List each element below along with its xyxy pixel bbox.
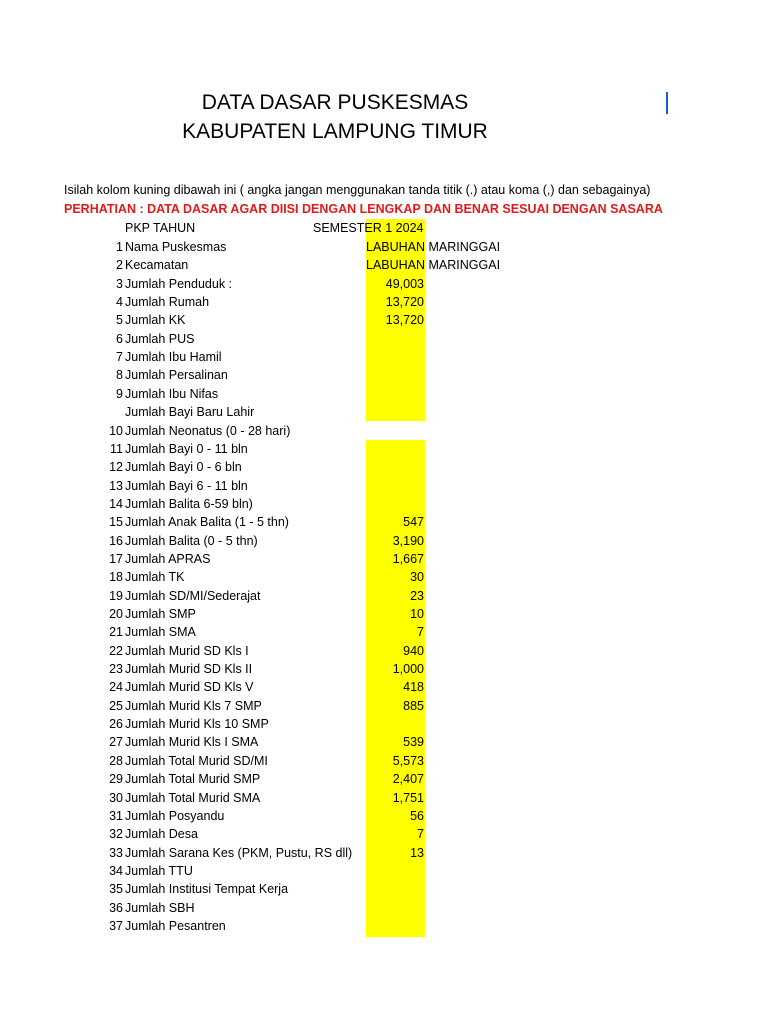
row-number: 8 bbox=[116, 368, 123, 383]
row-number: 28 bbox=[109, 753, 123, 768]
row-number: 10 bbox=[109, 423, 123, 438]
table-row bbox=[0, 568, 768, 586]
table-row bbox=[0, 256, 768, 274]
row-value-cell[interactable]: 13 bbox=[410, 845, 424, 860]
row-label: Jumlah Bayi 0 - 11 bln bbox=[125, 441, 248, 456]
row-value-cell[interactable]: 5,573 bbox=[392, 753, 424, 768]
pkp-year-label: PKP TAHUN bbox=[125, 221, 196, 235]
row-label: Jumlah APRAS bbox=[125, 551, 211, 566]
table-row bbox=[0, 642, 768, 660]
row-label: Jumlah Penduduk : bbox=[125, 276, 233, 291]
table-row bbox=[0, 899, 768, 917]
row-number: 17 bbox=[109, 551, 123, 566]
row-value-cell[interactable]: 3,190 bbox=[392, 533, 424, 548]
table-row bbox=[0, 550, 768, 568]
table-row bbox=[0, 917, 768, 935]
row-label: Jumlah Murid Kls 7 SMP bbox=[125, 698, 262, 713]
row-label: Jumlah PUS bbox=[125, 331, 195, 346]
row-label: Jumlah Posyandu bbox=[125, 808, 225, 823]
row-number: 1 bbox=[116, 240, 123, 254]
row-number: 16 bbox=[109, 533, 123, 548]
row-value-cell[interactable]: 418 bbox=[403, 680, 424, 695]
row-number: 12 bbox=[109, 460, 123, 475]
row-value-cell[interactable]: 1,000 bbox=[392, 662, 424, 677]
table-row bbox=[0, 789, 768, 807]
table-row bbox=[0, 275, 768, 293]
row-value-cell[interactable]: 1,751 bbox=[392, 790, 424, 805]
row-value-cell[interactable]: 1,667 bbox=[392, 551, 424, 566]
row-label: Jumlah KK bbox=[125, 313, 186, 328]
row-value-cell[interactable]: 940 bbox=[403, 643, 424, 658]
table-row bbox=[0, 770, 768, 788]
row-number: 7 bbox=[116, 350, 123, 365]
row-text-value[interactable]: LABUHAN MARINGGAI bbox=[366, 258, 501, 273]
row-label: Jumlah Neonatus (0 - 28 hari) bbox=[125, 423, 291, 438]
row-label: Jumlah Pesantren bbox=[125, 918, 226, 933]
document-title: DATA DASAR PUSKESMAS bbox=[201, 91, 469, 114]
row-label: Jumlah Balita (0 - 5 thn) bbox=[125, 533, 258, 548]
table-row bbox=[0, 587, 768, 605]
table-row bbox=[0, 660, 768, 678]
row-number: 6 bbox=[116, 331, 123, 346]
row-number: 30 bbox=[109, 790, 123, 805]
row-number: 11 bbox=[110, 441, 123, 456]
table-row bbox=[0, 440, 768, 458]
row-text-value[interactable]: LABUHAN MARINGGAI bbox=[366, 240, 501, 254]
table-row bbox=[0, 422, 768, 440]
row-value-cell[interactable]: 49,003 bbox=[385, 276, 424, 291]
row-label: Jumlah Murid Kls I SMA bbox=[125, 735, 259, 750]
row-number: 23 bbox=[109, 662, 123, 677]
row-label: Jumlah Murid Kls 10 SMP bbox=[125, 717, 269, 732]
row-label: Jumlah Bayi 0 - 6 bln bbox=[125, 460, 242, 475]
table-row bbox=[0, 458, 768, 476]
row-number: 34 bbox=[109, 863, 123, 878]
row-value-cell[interactable]: 2,407 bbox=[392, 772, 424, 787]
row-label: Jumlah Murid SD Kls I bbox=[125, 643, 249, 658]
row-value-cell[interactable]: 13,720 bbox=[385, 313, 424, 328]
table-row bbox=[0, 293, 768, 311]
table-row bbox=[0, 844, 768, 862]
row-label: Jumlah Murid SD Kls V bbox=[125, 680, 254, 695]
table-row bbox=[0, 605, 768, 623]
row-label: Jumlah SMA bbox=[125, 625, 196, 640]
row-number: 9 bbox=[116, 386, 123, 401]
row-number: 31 bbox=[109, 808, 123, 823]
row-number: 5 bbox=[116, 313, 123, 328]
row-value-cell[interactable]: 13,720 bbox=[385, 295, 424, 310]
row-label: Jumlah Balita 6-59 bln) bbox=[125, 496, 253, 511]
row-label: Jumlah Desa bbox=[125, 827, 198, 842]
row-value-cell[interactable]: 539 bbox=[403, 735, 424, 750]
table-row bbox=[0, 403, 768, 421]
table-row bbox=[0, 733, 768, 751]
table-row bbox=[0, 715, 768, 733]
row-label: Jumlah Bayi 6 - 11 bln bbox=[125, 478, 248, 493]
row-label: Jumlah Persalinan bbox=[125, 368, 228, 383]
row-number: 14 bbox=[109, 496, 123, 511]
row-label: Jumlah Total Murid SMP bbox=[125, 772, 261, 787]
row-number: 29 bbox=[109, 772, 123, 787]
row-label: Jumlah Bayi Baru Lahir bbox=[125, 405, 255, 420]
table-row bbox=[0, 330, 768, 348]
table-row bbox=[0, 678, 768, 696]
row-number: 36 bbox=[109, 900, 123, 915]
document-subtitle: KABUPATEN LAMPUNG TIMUR bbox=[182, 120, 488, 143]
table-row bbox=[0, 880, 768, 898]
row-label: Jumlah Rumah bbox=[125, 295, 210, 310]
row-number: 27 bbox=[109, 735, 123, 750]
row-label: Jumlah Ibu Nifas bbox=[125, 386, 219, 401]
row-value-cell[interactable]: 885 bbox=[403, 698, 424, 713]
row-number: 15 bbox=[109, 515, 123, 530]
row-label: Jumlah Ibu Hamil bbox=[125, 350, 222, 365]
row-number: 21 bbox=[109, 625, 123, 640]
table-row bbox=[0, 348, 768, 366]
row-value-cell[interactable]: 7 bbox=[417, 625, 424, 640]
row-number: 32 bbox=[109, 827, 123, 842]
table-row bbox=[0, 532, 768, 550]
warning-text: PERHATIAN : DATA DASAR AGAR DIISI DENGAN LENGKAP DAN BENAR SESUAI DENGAN SASARA bbox=[64, 202, 663, 216]
row-number: 25 bbox=[109, 698, 123, 713]
row-number: 33 bbox=[109, 845, 123, 860]
row-label: Jumlah Sarana Kes (PKM, Pustu, RS dll) bbox=[125, 845, 353, 860]
row-label: Jumlah TK bbox=[125, 570, 185, 585]
row-label: Jumlah Total Murid SD/MI bbox=[125, 753, 268, 768]
table-row bbox=[0, 807, 768, 825]
row-value-cell[interactable]: 547 bbox=[403, 515, 424, 530]
table-row bbox=[0, 825, 768, 843]
row-label: Jumlah TTU bbox=[125, 863, 193, 878]
table-row bbox=[0, 623, 768, 641]
row-label: Jumlah Total Murid SMA bbox=[125, 790, 261, 805]
row-label: Jumlah SMP bbox=[125, 607, 196, 621]
row-label: Kecamatan bbox=[125, 258, 189, 273]
row-value-cell[interactable]: 56 bbox=[410, 808, 424, 823]
row-number: 37 bbox=[109, 918, 123, 933]
row-number: 19 bbox=[109, 588, 123, 603]
table-row bbox=[0, 495, 768, 513]
row-label: Jumlah Anak Balita (1 - 5 thn) bbox=[125, 515, 289, 530]
row-value-cell[interactable]: 7 bbox=[417, 827, 424, 842]
row-value-cell[interactable]: 10 bbox=[410, 607, 424, 621]
row-label: Nama Puskesmas bbox=[125, 240, 227, 254]
table-row bbox=[0, 752, 768, 770]
table-row bbox=[0, 513, 768, 531]
table-row bbox=[0, 477, 768, 495]
row-value-cell[interactable]: 23 bbox=[410, 588, 424, 603]
row-number: 26 bbox=[109, 717, 123, 732]
row-number: 20 bbox=[109, 607, 123, 621]
table-row bbox=[0, 238, 768, 256]
table-row bbox=[0, 366, 768, 384]
row-label: Jumlah SD/MI/Sederajat bbox=[125, 588, 261, 603]
table-row bbox=[0, 862, 768, 880]
row-label: Jumlah SBH bbox=[125, 900, 195, 915]
row-number: 13 bbox=[109, 478, 123, 493]
row-label: Jumlah Institusi Tempat Kerja bbox=[125, 882, 289, 897]
table-row bbox=[0, 311, 768, 329]
text-cursor bbox=[666, 92, 668, 114]
table-row bbox=[0, 385, 768, 403]
row-number: 4 bbox=[116, 295, 123, 310]
row-number: 18 bbox=[109, 570, 123, 585]
semester-field[interactable]: SEMESTER 1 2024 bbox=[313, 221, 424, 235]
instruction-text: Isilah kolom kuning dibawah ini ( angka jangan menggunakan tanda titik (.) atau koma (,) dan sebagainya) bbox=[64, 183, 651, 197]
row-number: 3 bbox=[116, 276, 123, 291]
row-value-cell[interactable]: 30 bbox=[410, 570, 424, 585]
table-row bbox=[0, 697, 768, 715]
row-number: 35 bbox=[109, 882, 123, 897]
row-number: 2 bbox=[116, 258, 123, 273]
row-label: Jumlah Murid SD Kls II bbox=[125, 662, 253, 677]
row-number: 24 bbox=[109, 680, 123, 695]
row-number: 22 bbox=[109, 643, 123, 658]
